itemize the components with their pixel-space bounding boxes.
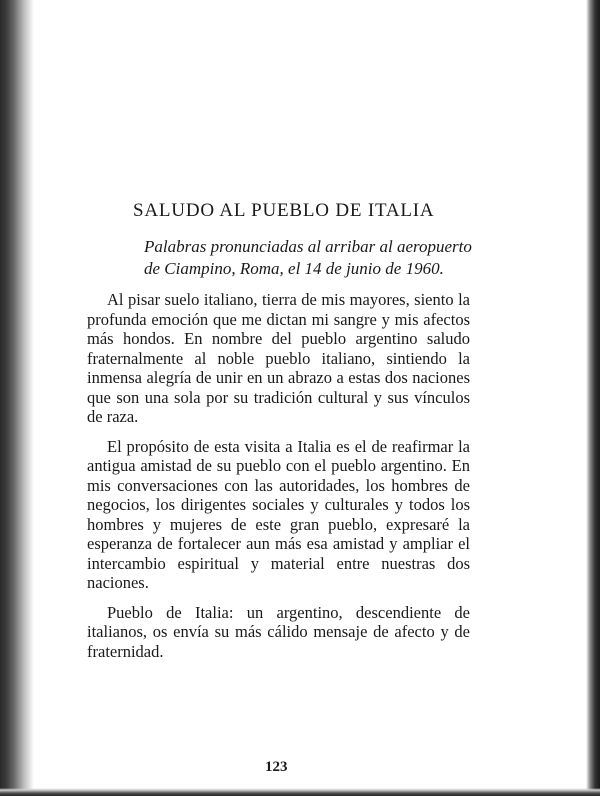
- page-title: SALUDO AL PUEBLO DE ITALIA: [133, 200, 435, 221]
- scan-edge-left: [0, 0, 34, 796]
- page-number: 123: [265, 759, 288, 775]
- paragraph-1: Al pisar suelo italiano, tierra de mis mayores, siento la profunda emoción que me dictan mi sangre y mis afectos más hondos. En nombre del pueblo argentino saludo fraternalmente al noble pueblo italiano, sintiendo la inmensa alegría de unir en un abrazo a estas dos naciones que son una sola por su tradición cultural y sus vínculos de raza.: [87, 290, 470, 426]
- speech-subtitle: Palabras pronunciadas al arribar al aeropuerto de Ciampino, Roma, el 14 de junio de 1960.: [144, 237, 472, 278]
- scan-edge-right: [586, 0, 600, 796]
- scan-edge-bottom: [0, 788, 600, 796]
- paragraph-2: El propósito de esta visita a Italia es el de reafirmar la antigua amistad de su pueblo con el pueblo argentino. En mis conversaciones con las autoridades, los hombres de negocios, los dirigentes sociales y culturales y todos los hombres y mujeres de este gran pueblo, expresaré la esperanza de fortalecer aun más esa amistad y ampliar el intercambio espiritual y material entre nuestras dos naciones.: [87, 436, 470, 592]
- book-page: [34, 0, 586, 788]
- speech-body: [87, 290, 470, 671]
- paragraph-3: Pueblo de Italia: un argentino, descendiente de italianos, os envía su más cálido mensaje de afecto y de fraternidad.: [87, 602, 470, 661]
